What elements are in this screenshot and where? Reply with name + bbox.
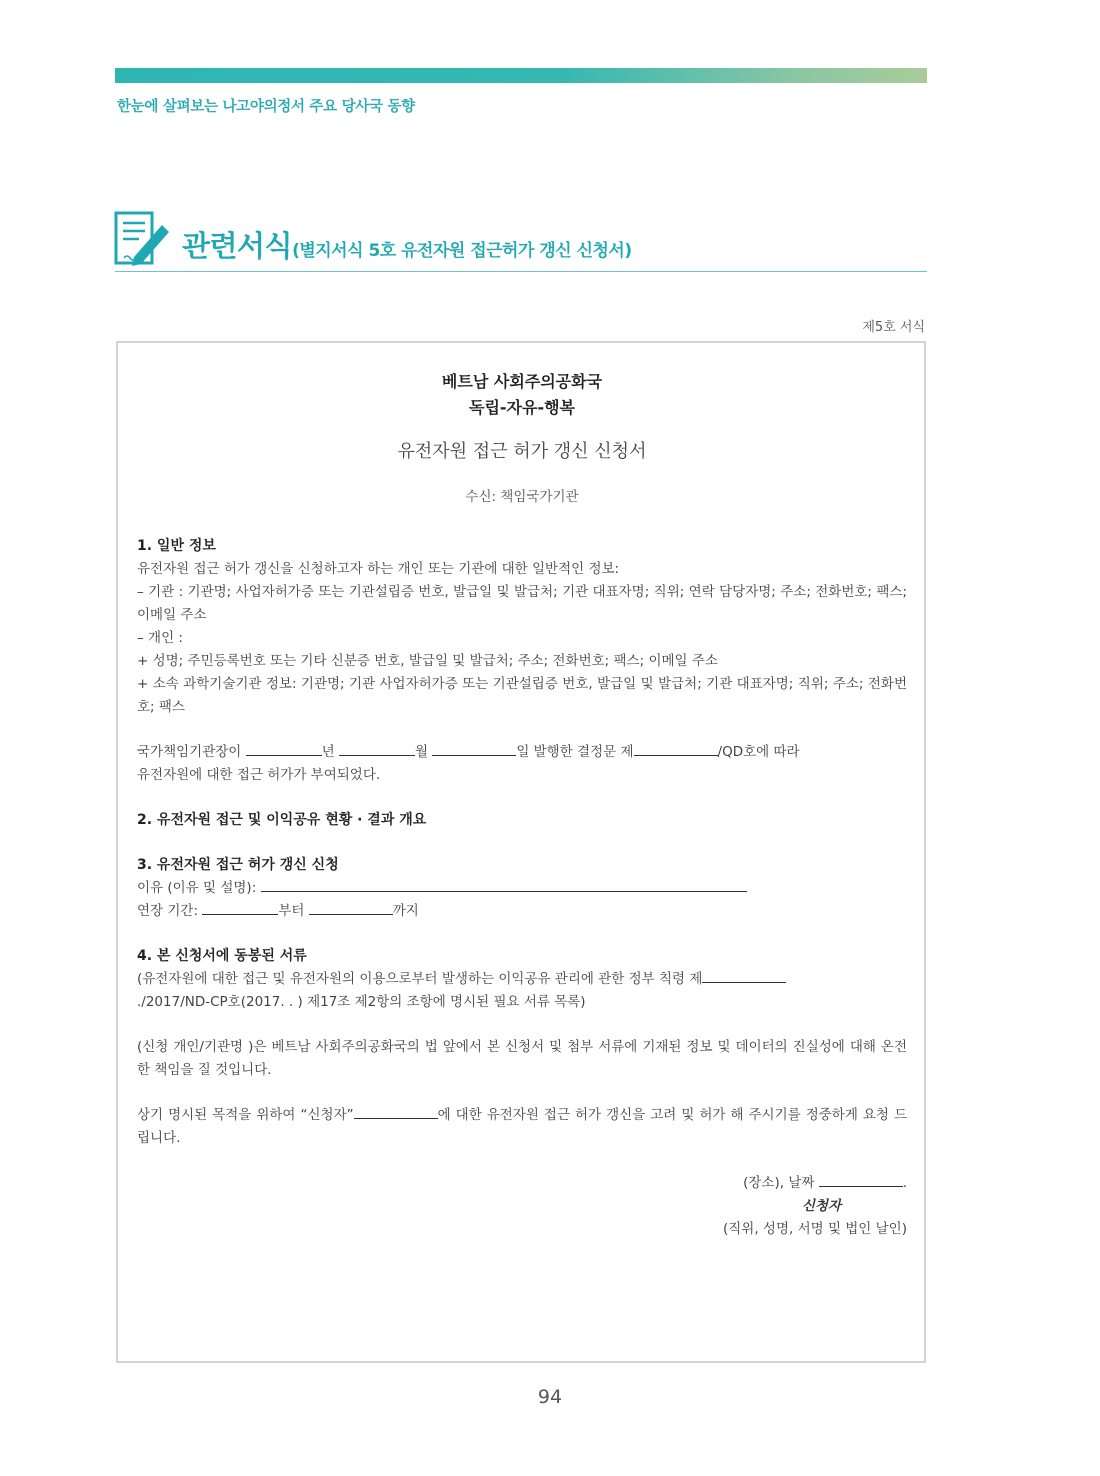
country-name: 베트남 사회주의공화국 — [441, 372, 603, 391]
section-1-individual-a: + 성명; 주민등록번호 또는 기타 신분증 번호, 발급일 및 발급처; 주소; 전화번호; 팩스; 이메일 주소 — [137, 653, 718, 669]
applicant-label-line — [137, 1195, 907, 1218]
place-date-label: (장소), 날짜 — [743, 1175, 815, 1191]
applicant-label: 신청자 — [801, 1198, 841, 1214]
section-2-heading: 2. 유전자원 접근 및 이익공유 현황 · 결과 개요 — [137, 812, 427, 828]
form-number: 제5호 서식 — [862, 320, 925, 335]
section-1-organization: – 기관 : 기관명; 사업자허가증 또는 기관설립증 번호, 발급일 및 발급처; 기관 대표자명; 직위; 연락 담당자명; 주소; 전화번호; 팩스; 이메일 주소 — [137, 584, 907, 623]
period-to-blank — [309, 900, 393, 915]
signature-block — [137, 1172, 907, 1241]
section-1-individual: – 개인 : — [137, 630, 183, 646]
place-date-end: . — [902, 1175, 907, 1191]
section-3-heading: 3. 유전자원 접근 허가 갱신 신청 — [137, 857, 339, 873]
request-text-b: 에 대한 유전자원 접근 허가 갱신을 고려 및 허가 해 주시기를 정중하게 요청 드립니다. — [137, 1107, 907, 1146]
section-2 — [137, 809, 907, 832]
decision-year-label: 년 — [321, 744, 335, 760]
decision-text-c: /QD호에 따라 — [717, 744, 800, 760]
request — [137, 1104, 907, 1150]
section-4 — [137, 945, 907, 1014]
recipient: 수신: 책임국가기관 — [465, 489, 579, 505]
declaration-text: (신청 개인/기관명 )은 베트남 사회주의공화국의 법 앞에서 본 신청서 및 첨부 서류에 기재된 정보 및 데이터의 진실성에 대해 온전한 책임을 질 것입니다. — [137, 1039, 907, 1078]
section-1-individual-b: + 소속 과학기술기관 정보: 기관명; 기관 사업자허가증 또는 기관설립증 번호, 발급일 및 발급처; 기관 대표자명; 직위; 주소; 전화번호; 팩스 — [137, 676, 907, 715]
period-to-label: 까지 — [392, 903, 419, 919]
month-blank — [339, 741, 415, 756]
reason-blank — [261, 877, 747, 892]
applicant-name-blank — [354, 1104, 438, 1119]
header-accent-bar — [115, 68, 927, 83]
request-text-a: 상기 명시된 목적을 위하여 “신청자” — [137, 1107, 354, 1123]
decision-text-d: 유전자원에 대한 접근 허가가 부여되었다. — [137, 767, 381, 783]
section-1-heading: 1. 일반 정보 — [137, 538, 216, 554]
day-blank — [432, 741, 516, 756]
signature-note: (직위, 성명, 서명 및 법인 날인) — [722, 1221, 907, 1237]
country-header — [137, 369, 907, 421]
form-pen-icon — [114, 211, 172, 267]
request-text — [137, 1104, 907, 1150]
period-label: 연장 기간: — [137, 903, 199, 919]
decision-line — [137, 741, 907, 764]
section-3 — [137, 854, 907, 923]
section-1 — [137, 535, 907, 719]
date-blank — [819, 1172, 903, 1187]
reason-line — [137, 877, 907, 900]
decision-text-b: 일 발행한 결정문 제 — [516, 744, 634, 760]
section-title — [182, 224, 632, 265]
year-blank — [246, 741, 322, 756]
section-4-text-a — [137, 968, 907, 991]
declaration — [137, 1036, 907, 1082]
period-line — [137, 900, 907, 923]
page-number: 94 — [537, 1386, 563, 1408]
section-4-heading: 4. 본 신청서에 동봉된 서류 — [137, 948, 307, 964]
section-1-intro: 유전자원 접근 허가 갱신을 신청하고자 하는 개인 또는 기관에 대한 일반적인 정보: — [137, 561, 620, 577]
place-date-line — [137, 1172, 907, 1195]
section-title-main: 관련서식 — [182, 229, 293, 263]
form-content — [137, 343, 907, 1241]
decree-number-blank — [702, 968, 786, 983]
section-4-text-b: ./2017/ND-CP호(2017. . ) 제17조 제2항의 조항에 명시된 필요 서류 목록) — [137, 994, 586, 1010]
running-title: 한눈에 살펴보는 나고야의정서 주요 당사국 동향 — [117, 99, 415, 115]
section-title-sub: (별지서식 5호 유전자원 접근허가 갱신 신청서) — [292, 241, 632, 261]
title-divider — [115, 271, 927, 272]
document-title: 유전자원 접근 허가 갱신 신청서 — [397, 441, 647, 462]
section-4-text-a-content: (유전자원에 대한 접근 및 유전자원의 이용으로부터 발생하는 이익공유 관리에 관한 정부 칙령 제 — [137, 971, 703, 987]
period-from-label: 부터 — [278, 903, 305, 919]
reason-label: 이유 (이유 및 설명): — [137, 880, 257, 896]
decision-statement — [137, 741, 907, 787]
decision-number-blank — [634, 741, 718, 756]
decision-month-label: 월 — [414, 744, 429, 760]
form-document — [116, 341, 926, 1363]
period-from-blank — [202, 900, 278, 915]
decision-text-a: 국가책임기관장이 — [137, 744, 242, 760]
national-motto: 독립-자유-행복 — [468, 398, 576, 417]
